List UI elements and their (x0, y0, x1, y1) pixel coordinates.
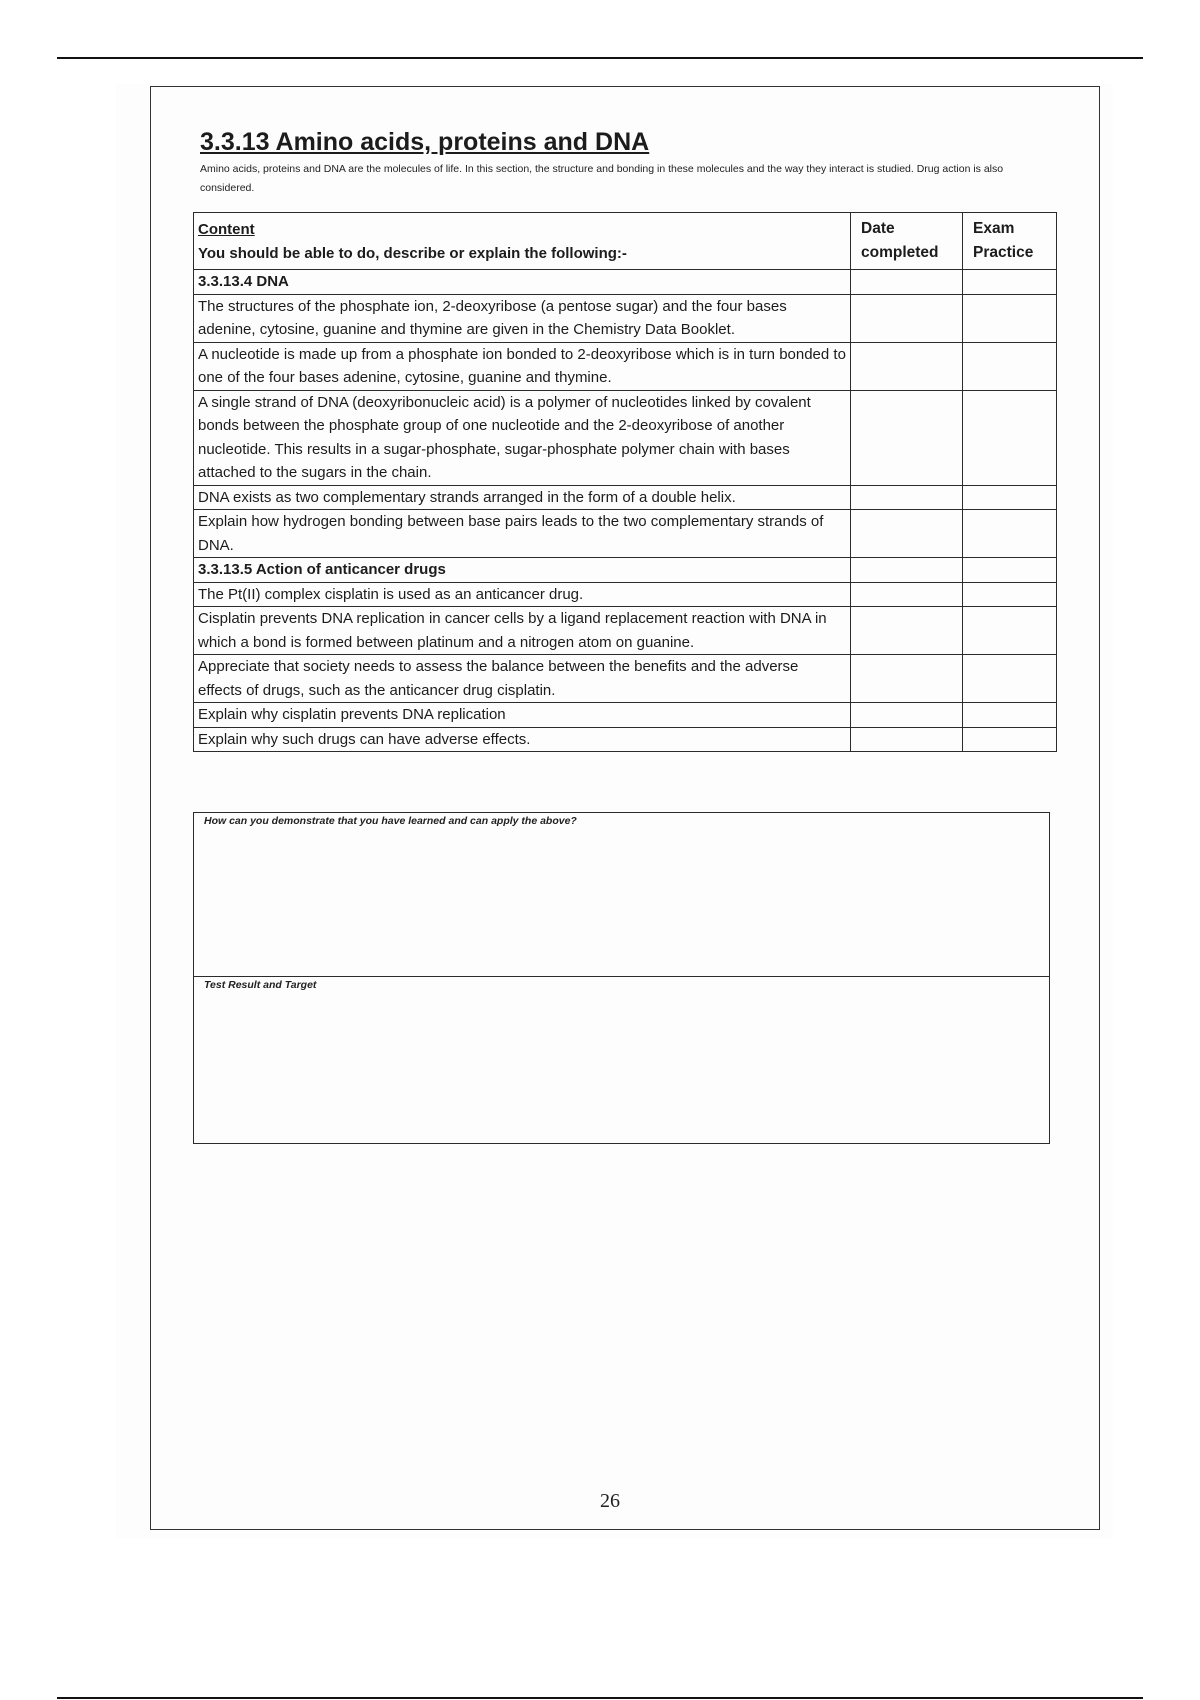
top-rule (57, 57, 1143, 59)
section-heading: 3.3.13.5 Action of anticancer drugs (194, 558, 851, 583)
content-cell: A nucleotide is made up from a phosphate ion bonded to 2-deoxyribose which is in turn bonded to one of the four bases adenine, cytosine, guanine and thymine. (194, 342, 851, 390)
date-completed-cell[interactable] (851, 655, 963, 703)
date-completed-cell[interactable] (851, 294, 963, 342)
table-row (194, 390, 1057, 485)
page-title: 3.3.13 Amino acids, proteins and DNA (200, 128, 650, 156)
table-row (194, 485, 1057, 510)
section-row (194, 558, 1057, 583)
exam-practice-cell[interactable] (963, 655, 1057, 703)
page-number: 26 (600, 1490, 620, 1512)
demonstrate-label: How can you demonstrate that you have learned and can apply the above? (204, 815, 577, 827)
bottom-rule (57, 1697, 1143, 1699)
exam-practice-cell[interactable] (963, 342, 1057, 390)
exam-practice-cell[interactable] (963, 390, 1057, 485)
table-row (194, 607, 1057, 655)
intro-text: Amino acids, proteins and DNA are the molecules of life. In this section, the structure and bonding in these molecules and the way they interact is studied. Drug action is also considered. (200, 163, 1004, 194)
content-cell: Appreciate that society needs to assess the balance between the benefits and the adverse effects of drugs, such as the anticancer drug cisplatin. (194, 655, 851, 703)
date-completed-cell[interactable] (851, 270, 963, 295)
header-date-completed: Date completed (851, 213, 963, 270)
exam-practice-cell[interactable] (963, 510, 1057, 558)
content-cell: Cisplatin prevents DNA replication in cancer cells by a ligand replacement reaction with DNA in which a bond is formed between platinum and a nitrogen atom on guanine. (194, 607, 851, 655)
date-completed-cell[interactable] (851, 607, 963, 655)
table-header-row (194, 213, 1057, 270)
header-content-cell (194, 213, 851, 270)
section-heading: 3.3.13.4 DNA (194, 270, 851, 295)
content-cell: DNA exists as two complementary strands arranged in the form of a double helix. (194, 485, 851, 510)
exam-practice-cell[interactable] (963, 270, 1057, 295)
exam-practice-cell[interactable] (963, 485, 1057, 510)
table-row (194, 294, 1057, 342)
exam-practice-cell[interactable] (963, 607, 1057, 655)
date-completed-cell[interactable] (851, 582, 963, 607)
table-row (194, 582, 1057, 607)
date-completed-cell[interactable] (851, 390, 963, 485)
date-completed-cell[interactable] (851, 727, 963, 752)
header-instruction: You should be able to do, describe or explain the following:- (198, 244, 627, 262)
date-completed-cell[interactable] (851, 510, 963, 558)
section-row (194, 270, 1057, 295)
content-cell: Explain why such drugs can have adverse effects. (194, 727, 851, 752)
content-cell: The structures of the phosphate ion, 2-deoxyribose (a pentose sugar) and the four bases adenine, cytosine, guanine and thymine are given in the Chemistry Data Booklet. (194, 294, 851, 342)
date-completed-cell[interactable] (851, 342, 963, 390)
content-cell: The Pt(II) complex cisplatin is used as an anticancer drug. (194, 582, 851, 607)
table-row (194, 655, 1057, 703)
exam-practice-cell[interactable] (963, 727, 1057, 752)
content-cell: Explain how hydrogen bonding between base pairs leads to the two complementary strands of DNA. (194, 510, 851, 558)
test-result-label: Test Result and Target (204, 979, 317, 991)
spec-table (193, 212, 1057, 752)
date-completed-cell[interactable] (851, 703, 963, 728)
content-cell: Explain why cisplatin prevents DNA replication (194, 703, 851, 728)
header-exam-practice: Exam Practice (963, 213, 1057, 270)
exam-practice-cell[interactable] (963, 294, 1057, 342)
content-cell: A single strand of DNA (deoxyribonucleic acid) is a polymer of nucleotides linked by covalent bonds between the phosphate group of one nucleotide and the 2-deoxyribose of another nucleotide. This results in a sugar-phosphate, sugar-phosphate polymer chain with bases attached to the sugars in the chain. (194, 390, 851, 485)
table-row (194, 727, 1057, 752)
header-content: Content (198, 221, 255, 238)
date-completed-cell[interactable] (851, 558, 963, 583)
exam-practice-cell[interactable] (963, 558, 1057, 583)
table-row (194, 342, 1057, 390)
exam-practice-cell[interactable] (963, 582, 1057, 607)
demonstrate-box[interactable] (193, 812, 1050, 977)
table-row (194, 703, 1057, 728)
exam-practice-cell[interactable] (963, 703, 1057, 728)
date-completed-cell[interactable] (851, 485, 963, 510)
test-result-box[interactable] (193, 977, 1050, 1144)
table-row (194, 510, 1057, 558)
